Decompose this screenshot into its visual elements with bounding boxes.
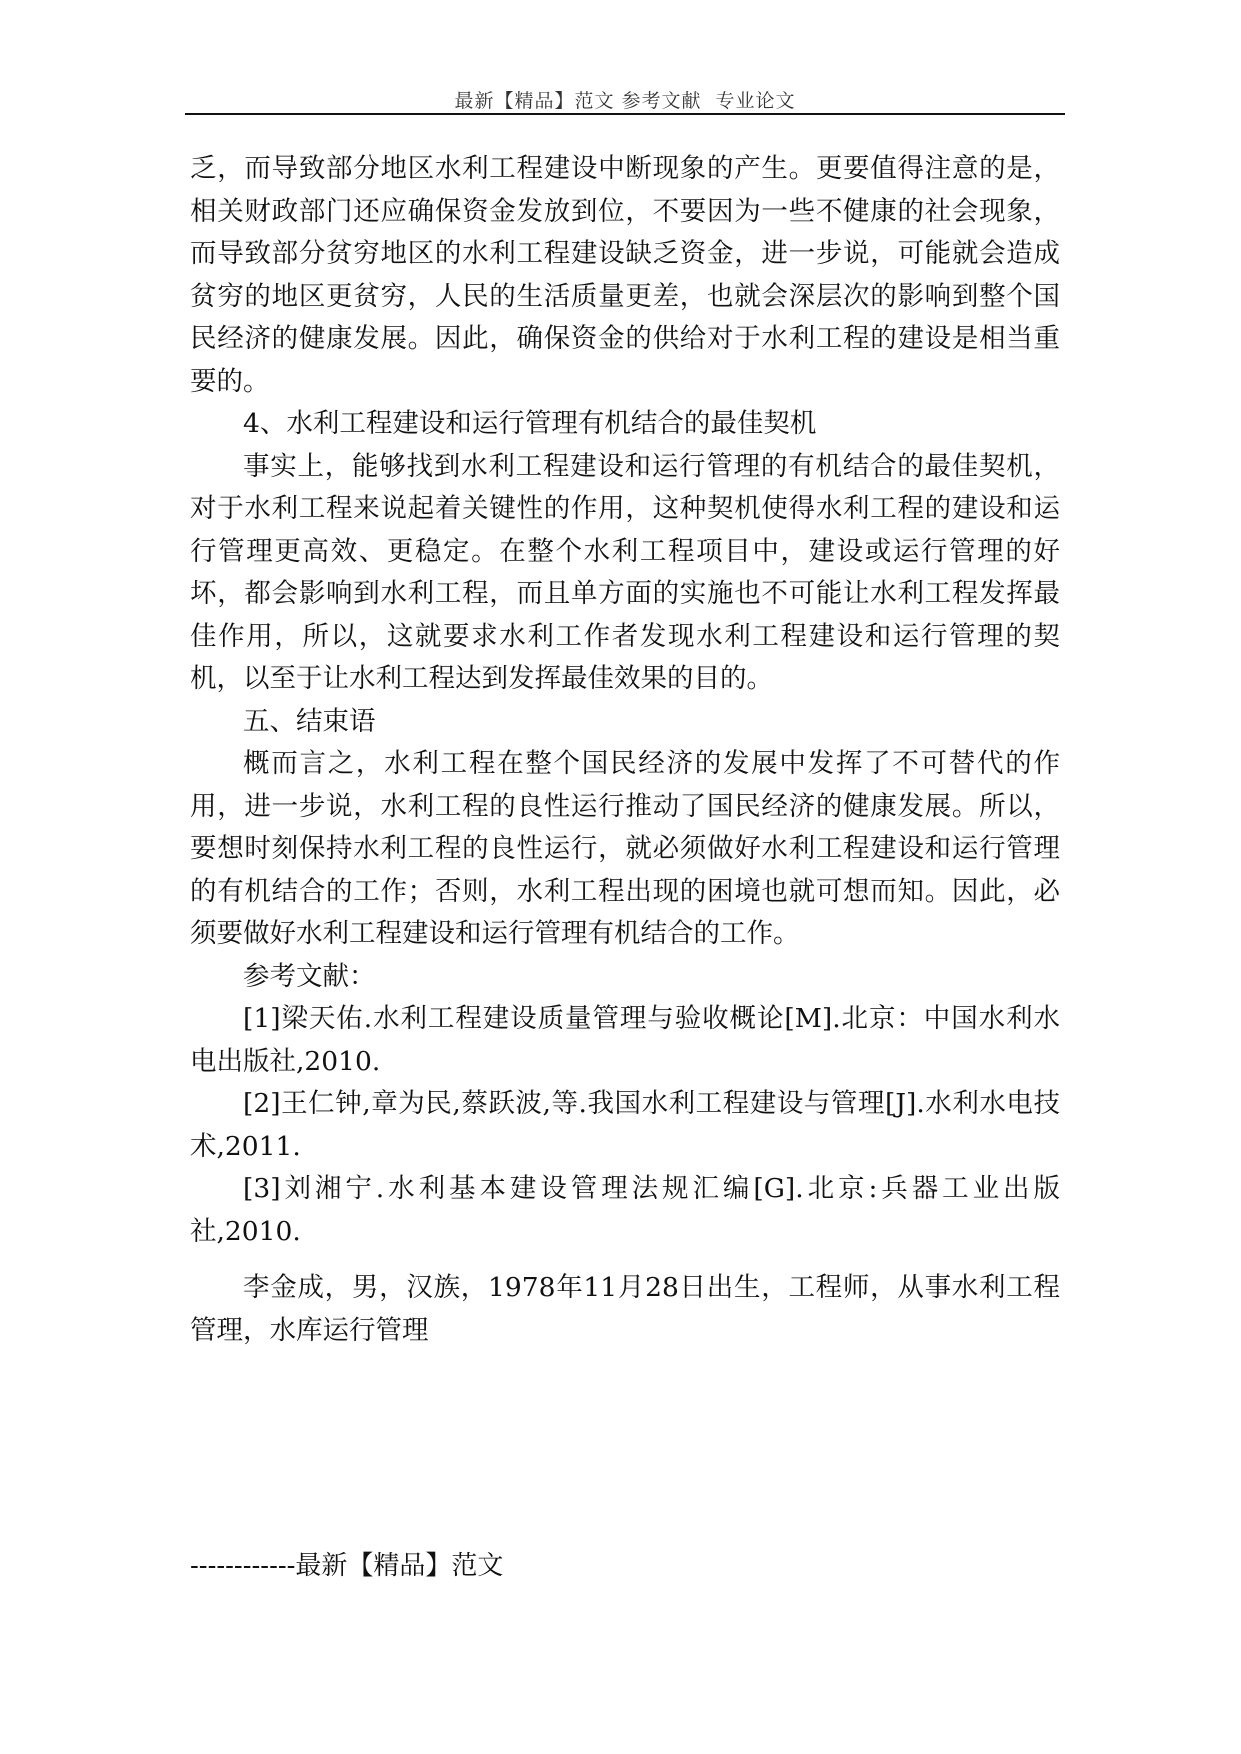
references-heading: 参考文献： xyxy=(243,960,376,992)
reference-item-3: [3]刘湘宁.水利基本建设管理法规汇编[G].北京:兵器工业出版社,2010. xyxy=(190,1173,1060,1247)
author-bio: 李金成，男，汉族，1978年11月28日出生，工程师，从事水利工程管理，水库运行管理 xyxy=(190,1272,1060,1346)
paragraph-opportunity: 事实上，能够找到水利工程建设和运行管理的有机结合的最佳契机，对于水利工程来说起着关键性的作用，这种契机使得水利工程的建设和运行管理更高效、更稳定。在整个水利工程项目中，建设或运行管理的好坏，都会影响到水利工程，而且单方面的实施也不可能让水利工程发挥最佳作用，所以，这就要求水利工作者发现水利工程建设和运行管理的契机，以至于让水利工程达到发挥最佳效果的目的。 xyxy=(190,450,1060,694)
section-heading-4: 4、水利工程建设和运行管理有机结合的最佳契机 xyxy=(243,408,817,439)
header-divider xyxy=(185,113,1065,115)
reference-item-1: [1]梁天佑.水利工程建设质量管理与验收概论[M].北京：中国水利水电出版社,2010. xyxy=(190,1003,1060,1077)
reference-item-2: [2]王仁钟,章为民,蔡跃波,等.我国水利工程建设与管理[J].水利水电技术,2011. xyxy=(190,1088,1060,1162)
paragraph-conclusion: 概而言之，水利工程在整个国民经济的发展中发挥了不可替代的作用，进一步说，水利工程的良性运行推动了国民经济的健康发展。所以，要想时刻保持水利工程的良性运行，就必须做好水利工程建设和运行管理的有机结合的工作；否则，水利工程出现的困境也就可想而知。因此，必须要做好水利工程建设和运行管理有机结合的工作。 xyxy=(190,748,1060,949)
section-heading-conclusion: 五、结束语 xyxy=(243,705,376,737)
page-header: 最新【精品】范文 参考文献 专业论文 xyxy=(454,90,796,112)
document-body xyxy=(190,148,1060,1352)
paragraph-funding: 乏，而导致部分地区水利工程建设中断现象的产生。更要值得注意的是，相关财政部门还应确保资金发放到位，不要因为一些不健康的社会现象，而导致部分贫穷地区的水利工程建设缺乏资金，进一步说，可能就会造成贫穷的地区更贫穷，人民的生活质量更差，也就会深层次的影响到整个国民经济的健康发展。因此，确保资金的供给对于水利工程的建设是相当重要的。 xyxy=(190,153,1060,397)
page-footer: ------------最新【精品】范文 xyxy=(190,1551,504,1581)
